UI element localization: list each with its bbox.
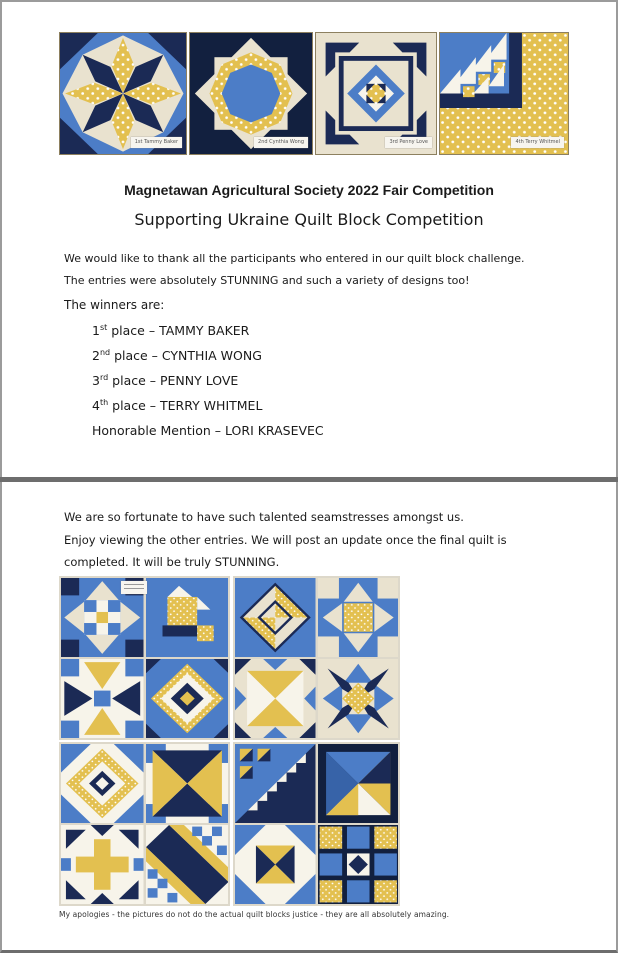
quilt-block-big-pinwheel — [318, 744, 399, 823]
entries-photo-bottom-left — [59, 742, 230, 906]
winner-line-2nd: 2nd place – CYNTHIA WONG — [92, 347, 262, 363]
fabric-label: 2nd Cynthia Wong — [254, 137, 308, 148]
quilt-block-framed-medallion — [316, 33, 436, 154]
quilt-block-spikes — [61, 659, 144, 738]
winner-photo-strip — [59, 32, 569, 155]
winner-line-1st: 1st place – TAMMY BAKER — [92, 322, 250, 338]
fabric-label: 3rd Penny Love — [385, 137, 432, 148]
quilt-block-concentric-diamonds — [146, 659, 229, 738]
page-subtitle: Supporting Ukraine Quilt Block Competition — [134, 210, 484, 229]
winner-photo-4th — [439, 32, 569, 155]
quilt-block-eight-point-star — [60, 33, 186, 154]
closing-line: completed. It will be truly STUNNING. — [64, 555, 280, 569]
quilt-block-nine-patch-chain — [318, 825, 399, 904]
quilt-block-cross-crown — [61, 825, 144, 904]
winners-list — [92, 318, 324, 443]
quilt-block-star-flower — [318, 659, 399, 738]
quilt-block-diagonal-chain — [146, 825, 229, 904]
winner-line-honorable: Honorable Mention – LORI KRASEVEC — [92, 423, 324, 438]
closing-paragraph — [64, 506, 507, 574]
photo-apology-caption: My apologies - the pictures do not do the actual quilt blocks justice - they are all absolutely amazing. — [59, 910, 450, 919]
winner-line-4th: 4th place – TERRY WHITMEL — [92, 397, 263, 413]
quilt-block-delectable-mountains — [235, 744, 316, 823]
closing-line: We are so fortunate to have such talented seamstresses amongst us. — [64, 510, 464, 524]
intro-paragraph — [64, 248, 525, 292]
quilt-block-basket — [146, 578, 229, 657]
winner-photo-2nd — [189, 32, 313, 155]
quilt-block-hourglass — [146, 744, 229, 823]
flyer-page-2 — [0, 482, 618, 953]
quilt-block-square-in-square — [61, 744, 144, 823]
entries-photo-top-left — [59, 576, 230, 740]
fabric-label: 1st Tammy Baker — [131, 137, 182, 148]
quilt-block-card-trick — [235, 578, 316, 657]
fabric-label — [121, 581, 147, 594]
winners-heading: The winners are: — [64, 298, 165, 312]
quilt-block-feathered-corner — [440, 33, 568, 154]
quilt-block-flower-paw — [318, 578, 399, 657]
winner-line-3rd: 3rd place – PENNY LOVE — [92, 372, 239, 388]
quilt-block-sun-star — [190, 33, 312, 154]
entries-photo-top-right — [233, 576, 400, 740]
entries-photo-bottom-right — [233, 742, 400, 906]
intro-line: We would like to thank all the participants who entered in our quilt block challenge. — [64, 252, 525, 265]
quilt-block-economy — [235, 825, 316, 904]
closing-line: Enjoy viewing the other entries. We will post an update once the final quilt is — [64, 532, 507, 547]
quilt-block-pinwheel — [235, 659, 316, 738]
winner-photo-3rd — [315, 32, 437, 155]
page-title: Magnetawan Agricultural Society 2022 Fair Competition — [124, 182, 494, 198]
flyer-page-1 — [0, 0, 618, 477]
fabric-label: 4th Terry Whitmel — [511, 137, 564, 148]
winner-photo-1st — [59, 32, 187, 155]
intro-line: The entries were absolutely STUNNING and such a variety of designs too! — [64, 274, 470, 287]
quilt-entries-grid — [59, 576, 400, 906]
